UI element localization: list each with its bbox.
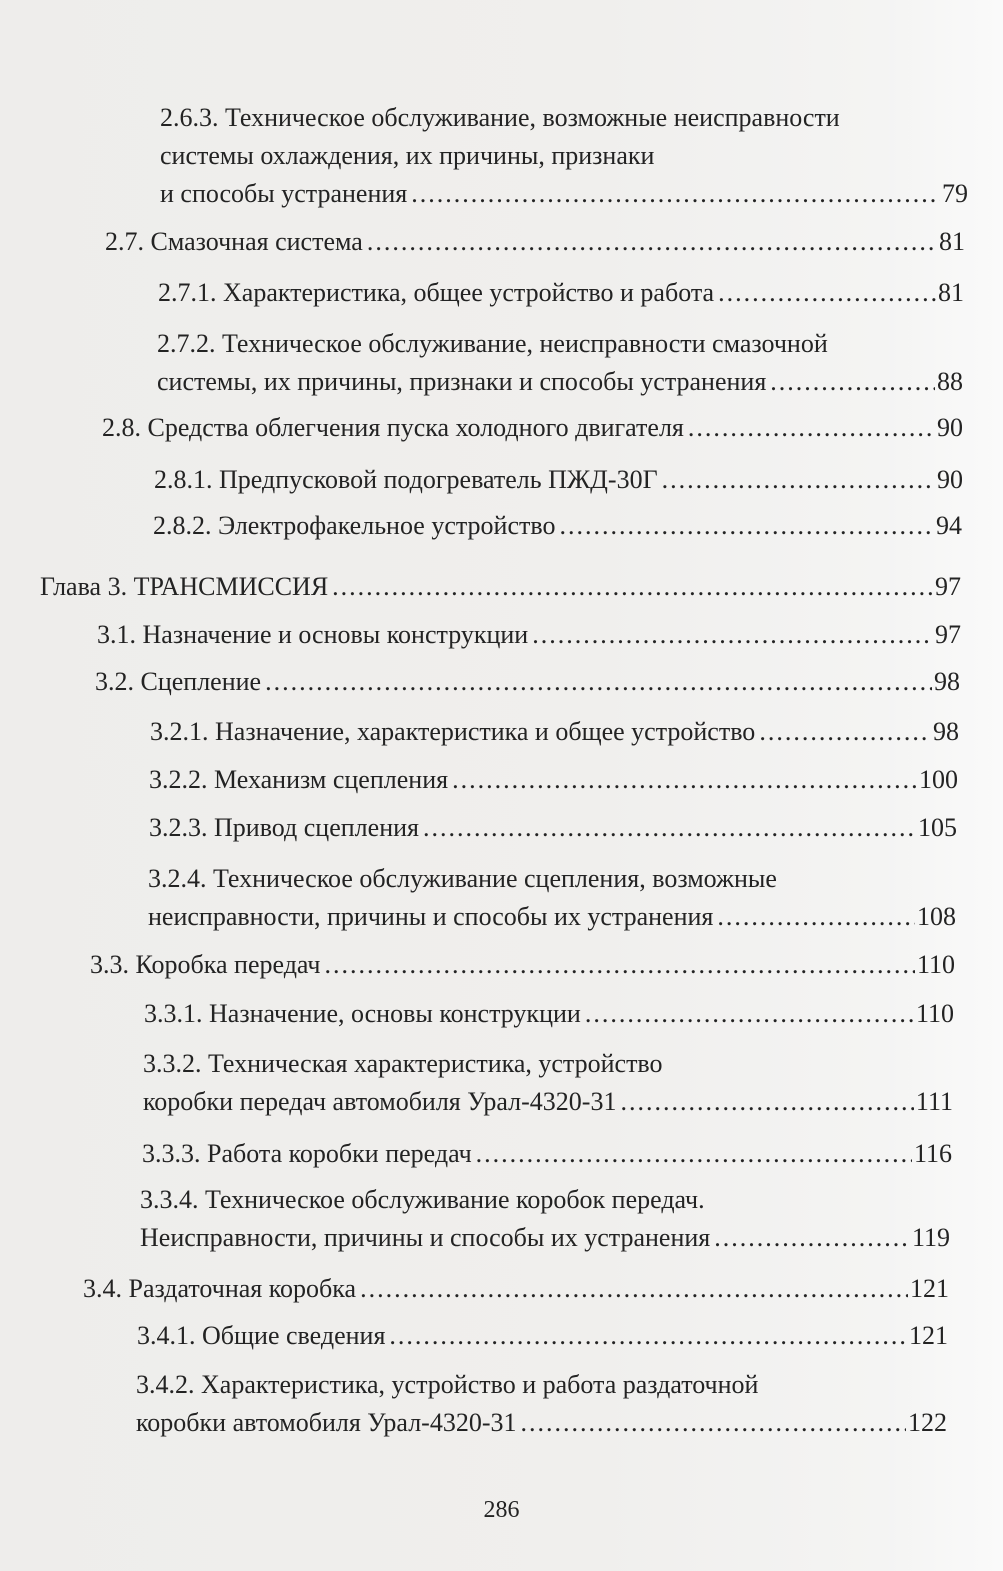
toc-page-number: 122 xyxy=(908,1408,947,1437)
toc-entry-title: Глава 3. ТРАНСМИССИЯ xyxy=(40,572,329,601)
dot-leader xyxy=(532,616,933,654)
toc-entry xyxy=(144,995,954,1033)
toc-entry-title: 2.8.1. Предпусковой подогреватель ПЖД-30Г xyxy=(154,465,658,494)
toc-page-number: 110 xyxy=(915,999,954,1028)
toc-page-number: 98 xyxy=(934,667,960,696)
toc-entry-title: 2.7.2. Техническое обслуживание, неисправности смазочной xyxy=(157,329,828,358)
toc-chapter-entry xyxy=(40,568,961,606)
toc-entry-title: Неисправности, причины и способы их устранения xyxy=(140,1223,711,1252)
toc-page-number: 111 xyxy=(915,1087,953,1116)
toc-entry-title: 3.2.4. Техническое обслуживание сцепления, возможные xyxy=(148,864,777,893)
toc-page-number: 79 xyxy=(942,179,968,208)
toc-entry xyxy=(143,1045,953,1121)
toc-entry xyxy=(142,1135,952,1173)
dot-leader xyxy=(367,223,937,261)
toc-entry xyxy=(157,325,963,401)
toc-entry xyxy=(149,761,958,799)
toc-entry-title: 2.6.3. Техническое обслуживание, возможные неисправности xyxy=(160,103,840,132)
toc-entry-title: 3.4. Раздаточная коробка xyxy=(83,1274,357,1303)
dot-leader xyxy=(423,809,916,847)
dot-leader xyxy=(325,946,915,984)
toc-entry xyxy=(83,1270,949,1308)
toc-entry-title: 3.3. Коробка передач xyxy=(90,950,321,979)
dot-leader xyxy=(332,568,933,606)
dot-leader xyxy=(521,1404,907,1442)
dot-leader xyxy=(770,363,935,401)
toc-entry-title: 3.1. Назначение и основы конструкции xyxy=(97,620,529,649)
dot-leader xyxy=(452,761,917,799)
toc-entry-title: 3.2.3. Привод сцепления xyxy=(149,813,419,842)
toc-entry xyxy=(97,616,961,654)
toc-entry-title: системы охлаждения, их причины, признаки xyxy=(160,141,655,170)
toc-page-number: 81 xyxy=(938,278,964,307)
toc-entry xyxy=(102,409,963,447)
toc-entry-title: 2.7. Смазочная система xyxy=(105,227,363,256)
dot-leader xyxy=(717,898,915,936)
dot-leader xyxy=(265,663,932,701)
toc-entry-title: 3.3.2. Техническая характеристика, устройство xyxy=(143,1049,663,1078)
dot-leader xyxy=(476,1135,912,1173)
toc-entry xyxy=(136,1366,947,1442)
toc-entry-title: 2.8. Средства облегчения пуска холодного двигателя xyxy=(102,413,684,442)
toc-entry-title: 3.3.3. Работа коробки передач xyxy=(142,1139,472,1168)
toc-entry-title: 2.7.1. Характеристика, общее устройство и работа xyxy=(158,278,715,307)
dot-leader xyxy=(688,409,935,447)
toc-entry-title: 3.2. Сцепление xyxy=(95,667,262,696)
toc-entry-title: 3.3.4. Техническое обслуживание коробок передач. xyxy=(140,1185,705,1214)
toc-page-number: 105 xyxy=(918,813,957,842)
dot-leader xyxy=(718,274,936,312)
page-number: 286 xyxy=(483,1497,520,1523)
dot-leader xyxy=(620,1083,913,1121)
toc-entry xyxy=(90,946,955,984)
dot-leader xyxy=(411,175,940,213)
toc-page-number: 100 xyxy=(919,765,958,794)
toc-entry xyxy=(149,809,957,847)
toc-page-number: 108 xyxy=(917,902,956,931)
toc-entry-title: неисправности, причины и способы их устранения xyxy=(148,902,714,931)
toc-entry-title: 3.4.2. Характеристика, устройство и работа раздаточной xyxy=(136,1370,759,1399)
toc-page-number: 121 xyxy=(910,1274,949,1303)
toc-entry xyxy=(153,507,962,545)
toc-entry-title: коробки автомобиля Урал-4320-31 xyxy=(136,1408,517,1437)
dot-leader xyxy=(585,995,914,1033)
toc-page-number: 90 xyxy=(937,465,963,494)
toc-page-number: 116 xyxy=(913,1139,952,1168)
toc-entry-title: 3.2.2. Механизм сцепления xyxy=(149,765,449,794)
toc-page-number: 119 xyxy=(911,1223,950,1252)
toc-entry xyxy=(140,1181,950,1257)
toc-entry xyxy=(148,860,956,936)
toc-entry-title: системы, их причины, признаки и способы устранения xyxy=(157,367,767,396)
dot-leader xyxy=(389,1317,907,1355)
toc-entry xyxy=(137,1317,948,1355)
toc-entry-title: 3.4.1. Общие сведения xyxy=(137,1321,386,1350)
toc-page-number: 81 xyxy=(939,227,965,256)
toc-entry xyxy=(154,461,963,499)
toc-entry-title: коробки передач автомобиля Урал-4320-31 xyxy=(143,1087,617,1116)
dot-leader xyxy=(559,507,934,545)
toc-page-number: 121 xyxy=(909,1321,948,1350)
toc-page-number: 94 xyxy=(936,511,962,540)
toc-page-number: 90 xyxy=(937,413,963,442)
toc-page-number: 97 xyxy=(935,572,961,601)
dot-leader xyxy=(714,1219,910,1257)
toc-page-number: 97 xyxy=(935,620,961,649)
toc-entry xyxy=(160,99,968,213)
toc-page-number: 110 xyxy=(916,950,955,979)
toc-entry-title: и способы устранения xyxy=(160,179,408,208)
toc-page-number: 88 xyxy=(937,367,963,396)
dot-leader xyxy=(662,461,935,499)
dot-leader xyxy=(759,713,931,751)
toc-entry xyxy=(158,274,964,312)
toc-entry-title: 2.8.2. Электрофакельное устройство xyxy=(153,511,556,540)
toc-page-number: 98 xyxy=(933,717,959,746)
toc-entry xyxy=(95,663,960,701)
toc-entry xyxy=(150,713,959,751)
toc-entry-title: 3.2.1. Назначение, характеристика и общее устройство xyxy=(150,717,756,746)
toc-entry xyxy=(105,223,965,261)
toc-entry-title: 3.3.1. Назначение, основы конструкции xyxy=(144,999,581,1028)
dot-leader xyxy=(360,1270,908,1308)
